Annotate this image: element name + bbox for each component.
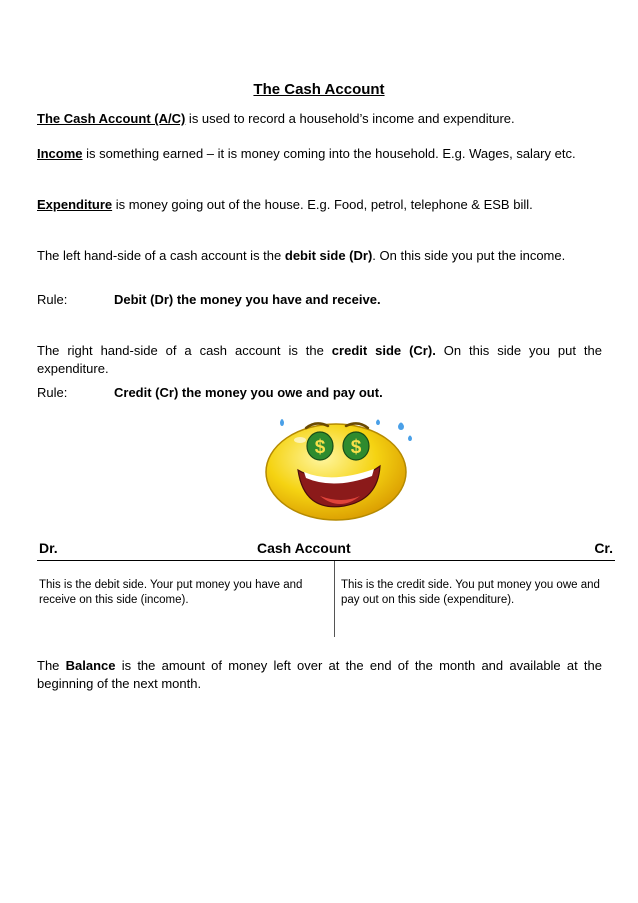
balance-term: Balance — [65, 658, 116, 673]
ledger-debit-text: This is the debit side. Your put money you have and receive on this side (income). — [39, 579, 303, 606]
expenditure-term: Expenditure — [37, 197, 113, 212]
intro-term: The Cash Account (A/C) — [37, 111, 186, 126]
income-text: is something earned – it is money coming into the household. E.g. Wages, salary etc. — [82, 146, 576, 161]
ledger-cr-label: Cr. — [594, 540, 613, 556]
income-paragraph — [37, 145, 602, 163]
intro-text: is used to record a household’s income and expenditure. — [185, 111, 515, 126]
income-term: Income — [37, 146, 83, 161]
intro-paragraph — [37, 110, 602, 128]
credit-rule-text: Credit (Cr) the money you owe and pay out. — [114, 385, 383, 400]
credit-text-before: The right hand-side of a cash account is the — [37, 343, 332, 358]
money-smiley-icon — [262, 412, 422, 522]
page-title: The Cash Account — [253, 81, 385, 98]
expenditure-text: is money going out of the house. E.g. Food, petrol, telephone & ESB bill. — [112, 197, 533, 212]
debit-text-after: . On this side you put the income. — [372, 248, 566, 263]
debit-text-before: The left hand-side of a cash account is the — [37, 248, 285, 263]
balance-text-before: The — [37, 658, 66, 673]
balance-text-after: is the amount of money left over at the end of the month and available at the beginning of the next month. — [37, 658, 603, 691]
svg-text:$: $ — [314, 437, 326, 458]
ledger-credit-text: This is the credit side. You put money you owe and pay out on this side (expenditure). — [341, 579, 600, 606]
ledger-title: Cash Account — [257, 540, 351, 556]
svg-text:$: $ — [350, 437, 362, 458]
ledger-dr-label: Dr. — [39, 540, 58, 556]
expenditure-paragraph — [37, 196, 602, 214]
debit-rule-text: Debit (Dr) the money you have and receive. — [114, 292, 381, 307]
credit-side-paragraph — [37, 342, 602, 378]
debit-rule-label: Rule: — [37, 292, 68, 307]
ledger-header — [37, 538, 615, 561]
debit-side-paragraph — [37, 247, 602, 265]
balance-paragraph — [37, 657, 602, 693]
credit-rule-label: Rule: — [37, 385, 68, 400]
credit-text-after: On this side you put the expenditure. — [37, 343, 602, 376]
credit-rule — [37, 384, 602, 402]
ledger-divider — [334, 561, 335, 637]
debit-rule — [37, 291, 602, 309]
credit-side-term: credit side (Cr). — [331, 343, 436, 358]
debit-side-term: debit side (Dr) — [284, 248, 373, 263]
